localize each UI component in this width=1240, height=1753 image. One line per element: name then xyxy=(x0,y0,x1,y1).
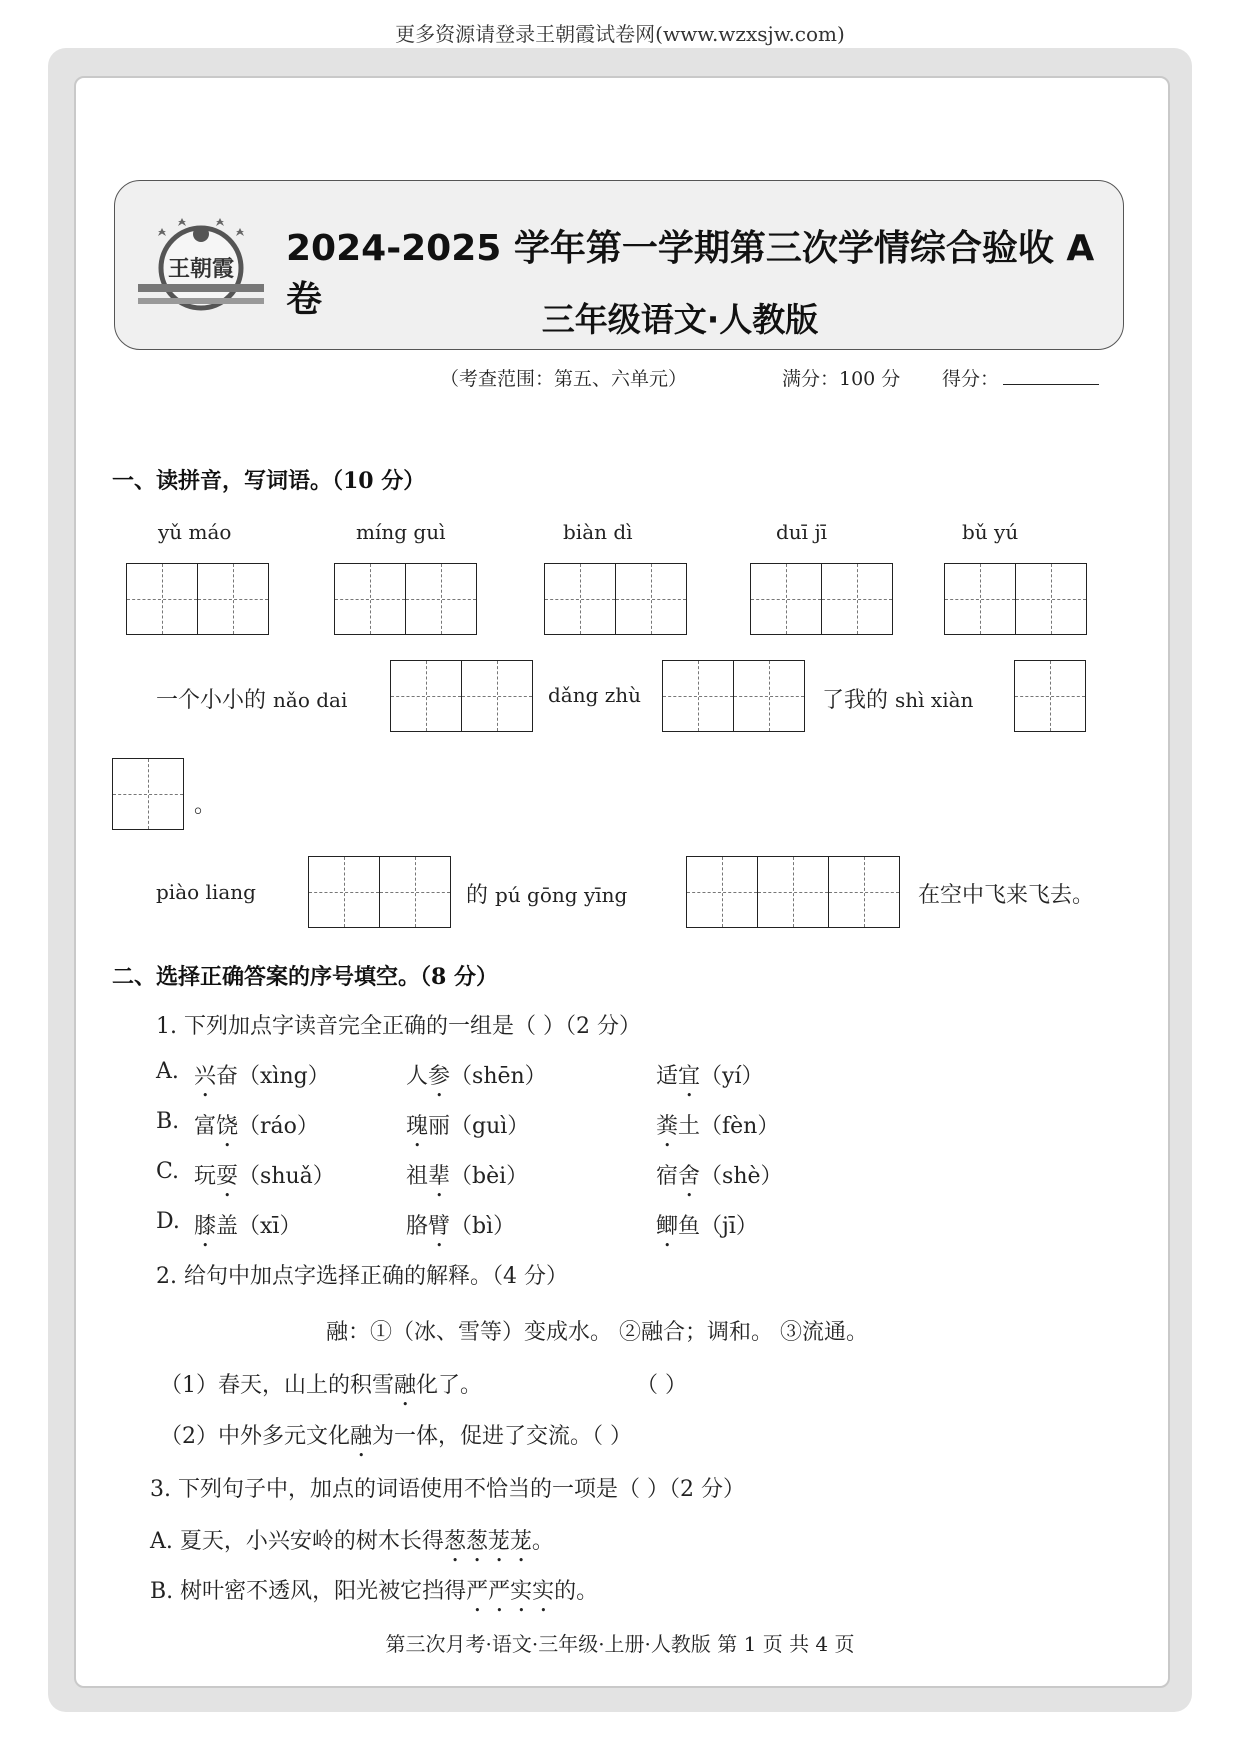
q1-option-b: B. 富饶（ráo） 瑰丽（guì） 粪土（fèn） xyxy=(156,1109,780,1139)
sentence1-pinyin-2: dǎng zhù xyxy=(548,683,642,707)
writing-grid[interactable] xyxy=(390,660,533,732)
q2-item-1: （1）春天，山上的积雪融化了。 （ ） xyxy=(160,1368,482,1411)
pinyin-4: duī jī xyxy=(776,520,828,544)
pinyin-2: míng guì xyxy=(356,520,446,544)
school-logo xyxy=(138,206,264,332)
answer-blank[interactable]: （ ） xyxy=(636,1373,687,1398)
sentence2-mid: 的 pú gōng yīng xyxy=(466,883,628,908)
q3-option-b: B. 树叶密不透风，阳光被它挡得严严实实的。 xyxy=(150,1579,599,1604)
writing-grid[interactable] xyxy=(308,856,451,928)
q2-definition: 融：①（冰、雪等）变成水。 ②融合；调和。 ③流通。 xyxy=(326,1320,868,1345)
sentence2-pinyin-1: piào liang xyxy=(156,880,256,904)
sentence1-start: 一个小小的 nǎo dai xyxy=(156,688,348,713)
logo-star xyxy=(178,218,186,226)
logo-star xyxy=(158,228,166,236)
q1-stem: 1. 下列加点字读音完全正确的一组是（ ）（2 分） xyxy=(156,1014,641,1039)
q3-stem: 3. 下列句子中，加点的词语使用不恰当的一项是（ ）（2 分） xyxy=(150,1477,745,1502)
pinyin-3: biàn dì xyxy=(563,520,633,544)
exam-title: 2024-2025 学年第一学期第三次学情综合验收 A 卷 xyxy=(286,228,1095,320)
score-label: 得分： xyxy=(942,368,1000,390)
writing-grid[interactable] xyxy=(544,563,687,635)
q2-item-2: （2）中外多元文化融为一体，促进了交流。（ ） xyxy=(160,1424,633,1449)
q3-option-a: A. 夏天，小兴安岭的树木长得葱葱茏茏。 xyxy=(150,1529,554,1554)
sentence2-end: 在空中飞来飞去。 xyxy=(918,883,1095,908)
q1-option-a: A. 兴奋（xìng） 人参（shēn） 适宜（yí） xyxy=(156,1059,764,1089)
writing-grid[interactable] xyxy=(686,856,900,928)
logo-text: 王朝霞 xyxy=(167,256,235,282)
writing-grid[interactable] xyxy=(944,563,1087,635)
answer-blank[interactable]: （ ） xyxy=(592,1424,633,1449)
logo-star xyxy=(216,218,224,226)
site-note: 更多资源请登录王朝霞试卷网(www.wzxsjw.com) xyxy=(395,22,845,46)
page-footer: 第三次月考·语文·三年级·上册·人教版 第 1 页 共 4 页 xyxy=(385,1632,855,1656)
pinyin-5: bǔ yú xyxy=(962,520,1019,544)
pinyin-1: yǔ máo xyxy=(158,520,232,544)
logo-star xyxy=(236,228,244,236)
score-blank[interactable] xyxy=(1003,370,1099,385)
writing-grid[interactable] xyxy=(334,563,477,635)
section1-heading: 一、读拼音，写词语。（10 分） xyxy=(112,468,426,494)
sentence1-mid: 了我的 shì xiàn xyxy=(822,688,974,713)
exam-scope: （考查范围：第五、六单元） xyxy=(440,368,688,390)
exam-subtitle: 三年级语文·人教版 xyxy=(541,300,819,339)
writing-grid[interactable] xyxy=(750,563,893,635)
full-marks: 满分：100 分 xyxy=(782,368,901,390)
q2-stem: 2. 给句中加点字选择正确的解释。（4 分） xyxy=(156,1264,568,1289)
q1-option-d: D. 膝盖（xī） 胳臂（bì） 鲫鱼（jī） xyxy=(156,1209,758,1239)
score-field xyxy=(942,364,1099,391)
section2-heading: 二、选择正确答案的序号填空。（8 分） xyxy=(112,964,498,990)
writing-grid[interactable] xyxy=(126,563,269,635)
sentence1-end: 。 xyxy=(194,793,217,818)
writing-grid[interactable] xyxy=(112,758,184,830)
writing-grid[interactable] xyxy=(662,660,805,732)
writing-grid[interactable] xyxy=(1014,660,1086,732)
q1-option-c: C. 玩耍（shuǎ） 祖辈（bèi） 宿舍（shè） xyxy=(156,1159,783,1189)
